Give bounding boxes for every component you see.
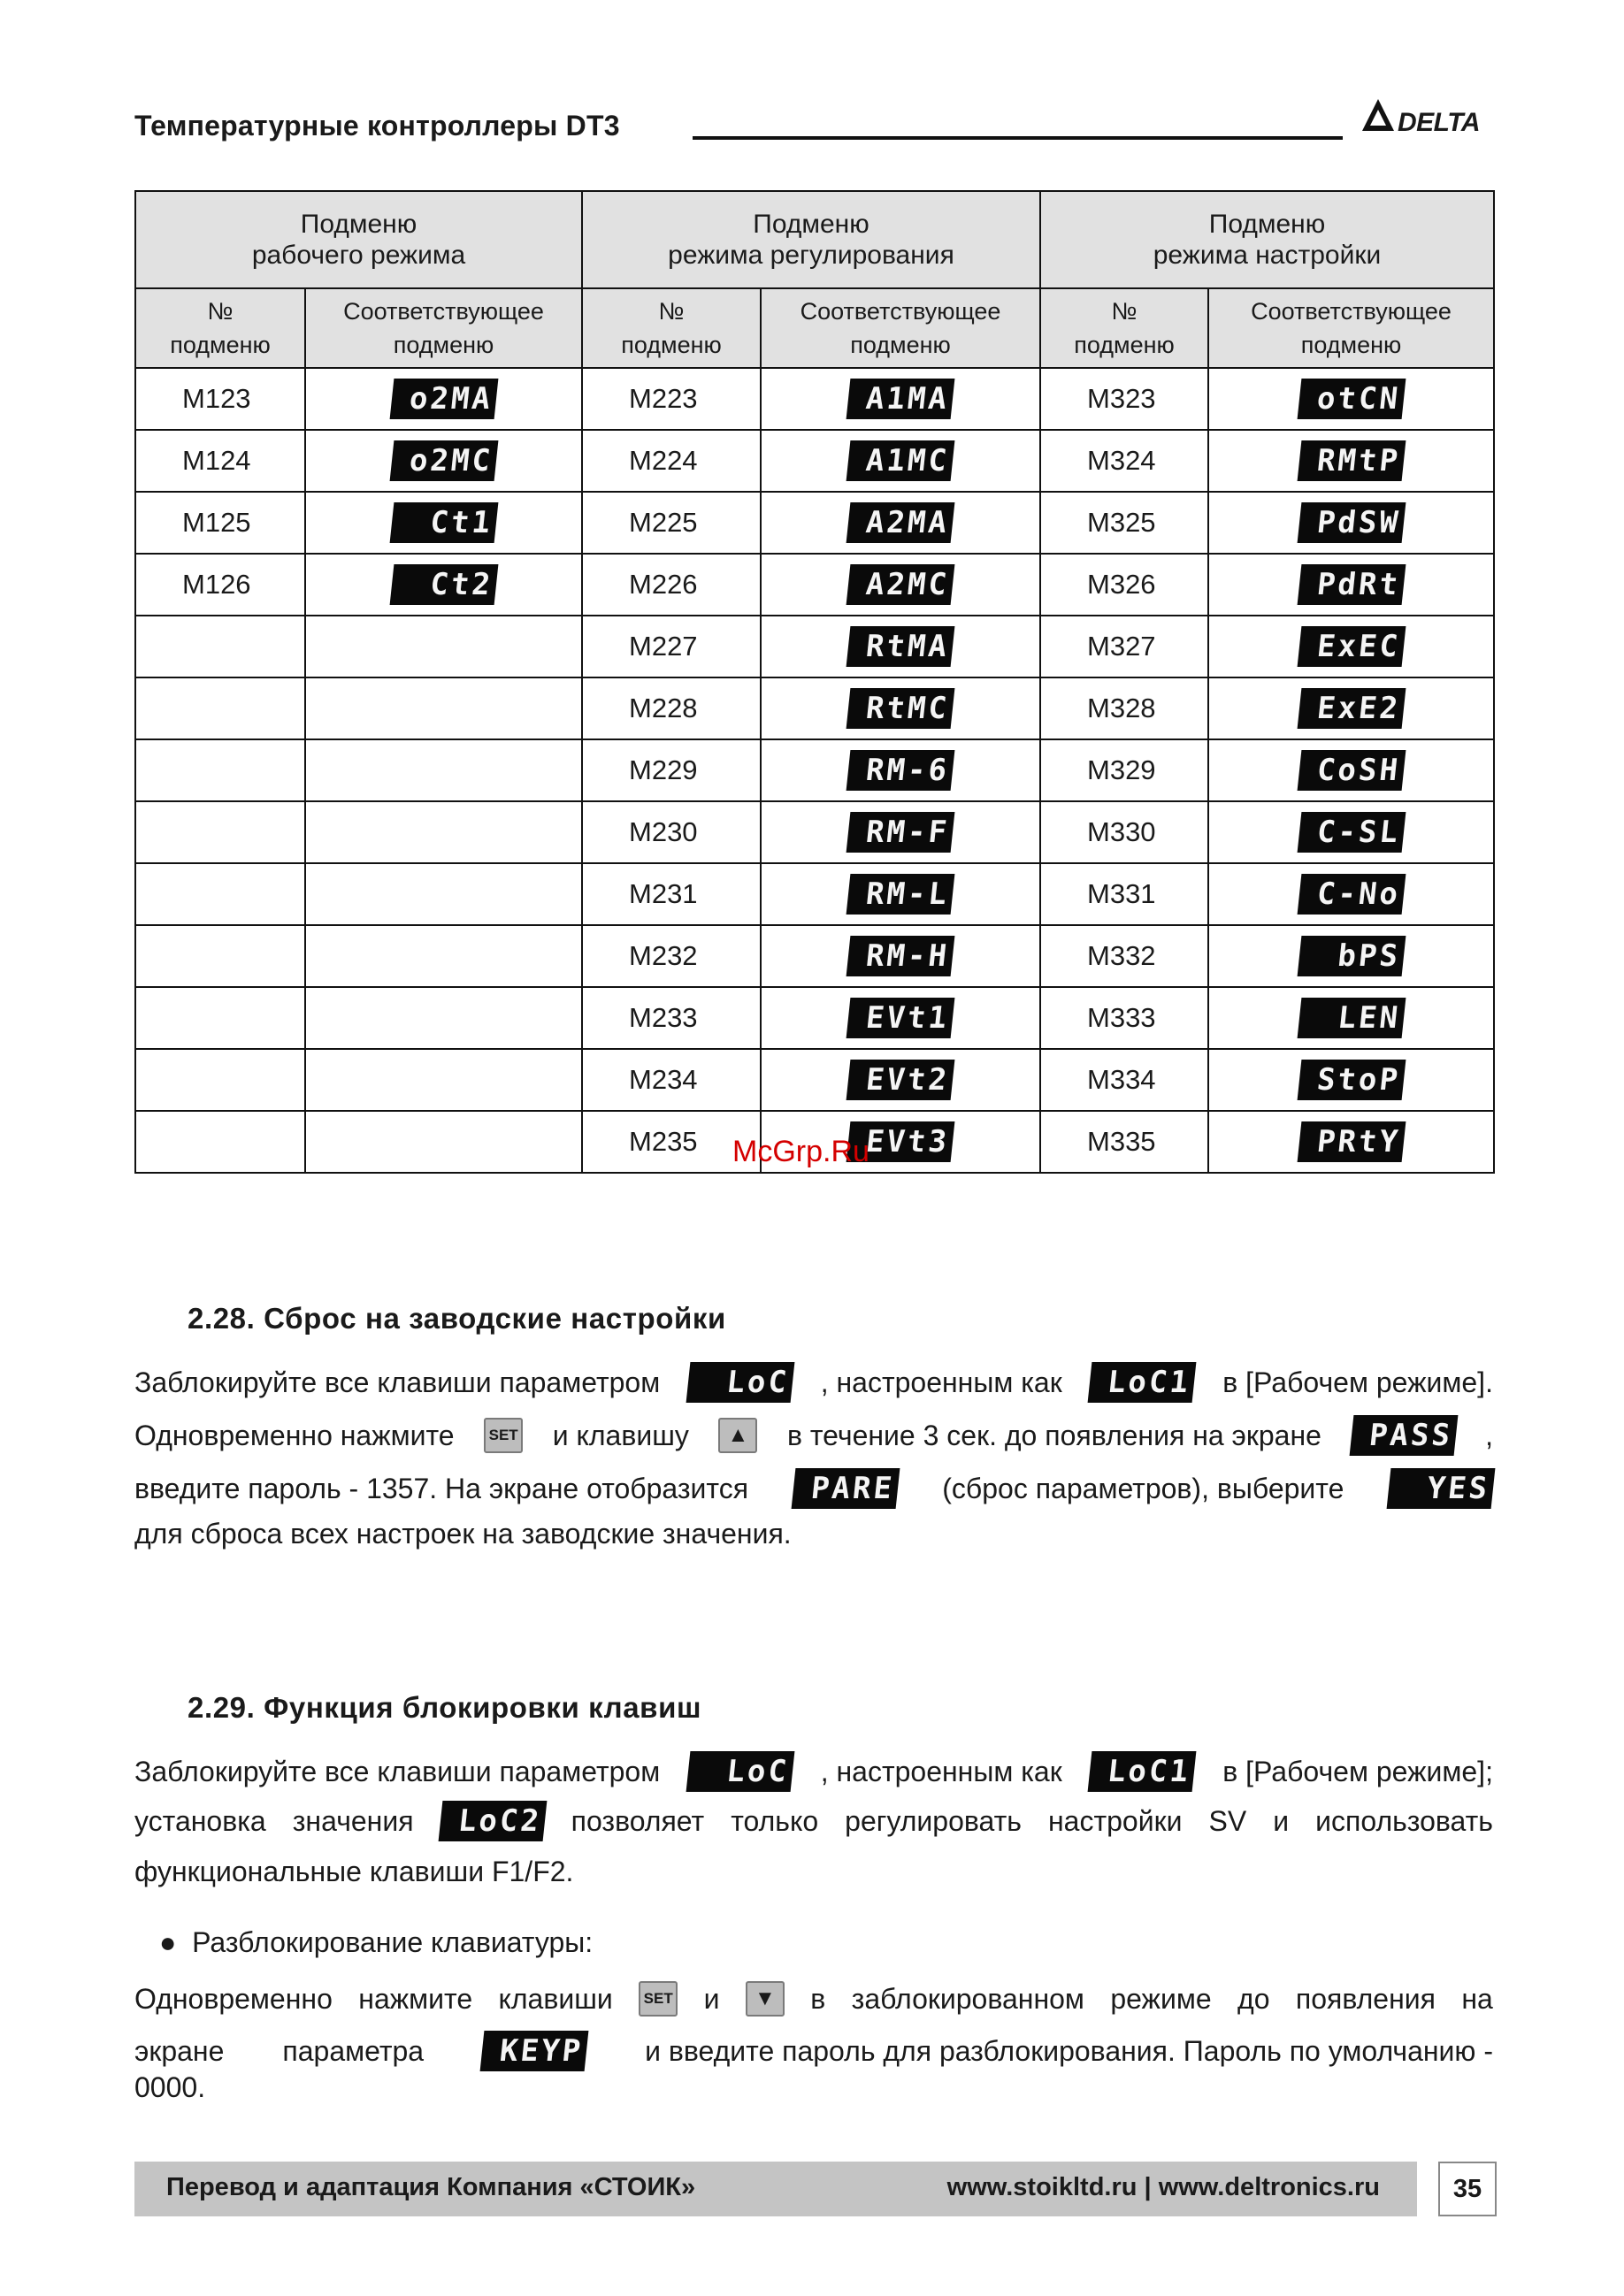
text: нажмите	[358, 1982, 473, 2015]
text: Одновременно	[134, 1982, 333, 2015]
submenu-display-cell	[305, 1049, 582, 1111]
header-rule	[693, 136, 1343, 140]
submenu-display-cell	[305, 987, 582, 1049]
submenu-display-cell	[305, 677, 582, 739]
lcd-loc1: LoC1	[1088, 1751, 1197, 1792]
submenu-number: M228	[582, 677, 761, 739]
table-row	[135, 616, 1494, 677]
submenu-display-cell	[761, 863, 1040, 925]
text: экране	[134, 2034, 225, 2067]
submenu-display-cell	[1208, 1111, 1494, 1173]
submenu-table-body	[135, 368, 1494, 1173]
text: в	[810, 1982, 826, 2015]
section-228-line-4: для сброса всех настроек на заводские значения.	[134, 1518, 792, 1550]
submenu-table	[134, 190, 1495, 1174]
text: и клавишу	[552, 1419, 689, 1451]
lcd-yes: YES	[1387, 1468, 1496, 1509]
submenu-display-cell	[1208, 368, 1494, 430]
text: SV	[1208, 1804, 1247, 1837]
submenu-display-cell	[1208, 925, 1494, 987]
lcd-display: o2MA	[389, 379, 498, 419]
group-header-line: рабочего режима	[251, 241, 466, 270]
submenu-display-cell	[305, 925, 582, 987]
submenu-number	[135, 1111, 305, 1173]
lcd-display: RMtP	[1297, 440, 1406, 481]
group-header-setup	[1040, 191, 1494, 288]
submenu-number: M126	[135, 554, 305, 616]
submenu-number: M333	[1040, 987, 1208, 1049]
submenu-number	[135, 677, 305, 739]
delta-logo	[1360, 96, 1502, 145]
lcd-display: A1MA	[846, 379, 955, 419]
table-row	[135, 368, 1494, 430]
text: настройки	[1047, 1804, 1183, 1837]
submenu-display-cell	[761, 677, 1040, 739]
text: Одновременно нажмите	[134, 1419, 455, 1451]
submenu-display-cell	[761, 1049, 1040, 1111]
lcd-loc: LoC	[686, 1751, 795, 1792]
lcd-display: PdSW	[1297, 502, 1406, 543]
submenu-number	[135, 863, 305, 925]
submenu-number: M230	[582, 801, 761, 863]
lcd-pare: PARE	[791, 1468, 900, 1509]
delta-triangle-icon	[1360, 97, 1396, 133]
text: установка	[134, 1804, 266, 1837]
lcd-keyp: KEYP	[480, 2031, 589, 2071]
group-header-line: Подменю	[1208, 210, 1326, 239]
group-header-line: Подменю	[753, 210, 869, 239]
submenu-display-cell	[305, 554, 582, 616]
table-row	[135, 554, 1494, 616]
col-header-line: подменю	[621, 332, 722, 358]
submenu-display-cell	[305, 616, 582, 677]
document-header-title: Температурные контроллеры DT3	[134, 110, 620, 142]
lcd-display: bPS	[1297, 936, 1406, 976]
table-row	[135, 1049, 1494, 1111]
table-row	[135, 925, 1494, 987]
lcd-display: o2MC	[389, 440, 498, 481]
text: клавиши	[498, 1982, 613, 2015]
submenu-display-cell	[305, 368, 582, 430]
col-header-line: подменю	[393, 332, 494, 358]
submenu-display-cell	[761, 739, 1040, 801]
bullet-item	[159, 1926, 593, 1959]
lcd-display: RM-H	[846, 936, 955, 976]
col-header-line: №	[1111, 298, 1138, 325]
text: до	[1237, 1982, 1270, 2015]
submenu-number: M331	[1040, 863, 1208, 925]
col-header-line: подменю	[1074, 332, 1175, 358]
set-key-icon: SET	[484, 1418, 523, 1453]
set-key-icon: SET	[639, 1981, 678, 2017]
group-header-regulation	[582, 191, 1040, 288]
submenu-display-cell	[761, 554, 1040, 616]
section-229-line-2	[134, 1801, 1493, 1841]
text: в [Рабочем режиме].	[1222, 1366, 1493, 1398]
submenu-number: M226	[582, 554, 761, 616]
text: , настроенным как	[820, 1366, 1062, 1398]
bullet-text: Разблокирование клавиатуры:	[192, 1926, 594, 1958]
table-row	[135, 677, 1494, 739]
submenu-display-cell	[1208, 677, 1494, 739]
submenu-number	[135, 987, 305, 1049]
lcd-display: PdRt	[1297, 564, 1406, 605]
submenu-number: M124	[135, 430, 305, 492]
text: в течение 3 сек. до появления на экране	[786, 1419, 1321, 1451]
section-228-line-2	[134, 1415, 1493, 1456]
submenu-display-cell	[761, 492, 1040, 554]
lcd-display: RM-L	[846, 874, 955, 915]
submenu-display-cell	[761, 925, 1040, 987]
group-header-line: режима регулирования	[668, 241, 954, 270]
lcd-loc: LoC	[686, 1362, 795, 1403]
lcd-display: RM-F	[846, 812, 955, 853]
col-header-line: №	[207, 298, 234, 325]
lcd-display: EVt3	[846, 1121, 955, 1162]
submenu-number: M231	[582, 863, 761, 925]
table-row	[135, 863, 1494, 925]
lcd-display: RtMC	[846, 688, 955, 729]
submenu-number	[135, 739, 305, 801]
section-229-line-6: 0000.	[134, 2071, 206, 2103]
text: Заблокируйте все клавиши параметром	[134, 1755, 661, 1787]
submenu-number: M325	[1040, 492, 1208, 554]
lcd-display: ExEC	[1297, 626, 1406, 667]
text: (сброс параметров), выберите	[942, 1472, 1344, 1504]
lcd-display: RM-6	[846, 750, 955, 791]
submenu-number: M326	[1040, 554, 1208, 616]
submenu-display-cell	[1208, 863, 1494, 925]
text: , настроенным как	[820, 1755, 1062, 1787]
submenu-number: M328	[1040, 677, 1208, 739]
text: и введите пароль для разблокирования. Пароль по умолчанию -	[645, 2034, 1493, 2067]
col-header-line: подменю	[1300, 332, 1402, 358]
submenu-display-cell	[761, 801, 1040, 863]
text: ,	[1485, 1419, 1493, 1451]
lcd-loc2: LoC2	[438, 1801, 547, 1841]
col-header-num	[582, 288, 761, 368]
submenu-number	[135, 616, 305, 677]
section-229-line-3: функциональные клавиши F1/F2.	[134, 1856, 574, 1887]
submenu-number	[135, 801, 305, 863]
table-row	[135, 739, 1494, 801]
submenu-number: M232	[582, 925, 761, 987]
submenu-number: M123	[135, 368, 305, 430]
submenu-number: M332	[1040, 925, 1208, 987]
submenu-number: M334	[1040, 1049, 1208, 1111]
table-row	[135, 987, 1494, 1049]
text: в [Рабочем режиме];	[1222, 1755, 1493, 1787]
submenu-display-cell	[1208, 616, 1494, 677]
submenu-display-cell	[761, 987, 1040, 1049]
submenu-number: M234	[582, 1049, 761, 1111]
lcd-display: LEN	[1297, 998, 1406, 1038]
submenu-display-cell	[761, 616, 1040, 677]
text: введите пароль - 1357. На экране отобразится	[134, 1472, 749, 1504]
watermark: McGrp.Ru	[732, 1135, 869, 1168]
text: параметра	[282, 2034, 425, 2067]
col-header-line: Соответствующее	[800, 298, 1001, 325]
submenu-display-cell	[761, 368, 1040, 430]
submenu-number	[135, 925, 305, 987]
col-header-display	[305, 288, 582, 368]
text: режиме	[1110, 1982, 1212, 2015]
bullet-dot-icon: ●	[159, 1926, 177, 1958]
submenu-display-cell	[305, 430, 582, 492]
col-header-line: №	[658, 298, 685, 325]
col-header-num	[1040, 288, 1208, 368]
text: использовать	[1315, 1804, 1493, 1837]
up-arrow-key-icon: ▲	[718, 1418, 757, 1453]
text: появления	[1295, 1982, 1436, 2015]
text: на	[1461, 1982, 1493, 2015]
group-header-line: режима настройки	[1153, 241, 1382, 270]
text: позволяет	[571, 1804, 705, 1837]
lcd-display: EVt2	[846, 1060, 955, 1100]
footer-credit: Перевод и адаптация Компания «СТОИК»	[166, 2173, 696, 2201]
submenu-display-cell	[305, 801, 582, 863]
submenu-number: M324	[1040, 430, 1208, 492]
lcd-display: C-SL	[1297, 812, 1406, 853]
lcd-display: RtMA	[846, 626, 955, 667]
lcd-display: A2MA	[846, 502, 955, 543]
text: и	[703, 1982, 720, 2015]
lcd-loc1: LoC1	[1088, 1362, 1197, 1403]
lcd-display: EVt1	[846, 998, 955, 1038]
section-229-title: 2.29. Функция блокировки клавиш	[188, 1691, 702, 1724]
submenu-number: M224	[582, 430, 761, 492]
lcd-display: Ct1	[389, 502, 498, 543]
submenu-display-cell	[305, 1111, 582, 1173]
down-arrow-key-icon: ▼	[746, 1981, 785, 2017]
table-row	[135, 430, 1494, 492]
section-229-line-1	[134, 1751, 1493, 1792]
footer-links[interactable]: www.stoikltd.ru | www.deltronics.ru	[946, 2173, 1380, 2201]
lcd-display: Ct2	[389, 564, 498, 605]
submenu-display-cell	[1208, 554, 1494, 616]
text: регулировать	[845, 1804, 1022, 1837]
col-header-display	[761, 288, 1040, 368]
text: заблокированном	[851, 1982, 1084, 2015]
text: только	[731, 1804, 819, 1837]
section-229-line-4	[134, 1981, 1493, 2017]
lcd-display: PRtY	[1297, 1121, 1406, 1162]
col-header-line: Соответствующее	[1251, 298, 1452, 325]
submenu-number: M227	[582, 616, 761, 677]
submenu-number: M223	[582, 368, 761, 430]
text: и	[1273, 1804, 1290, 1837]
lcd-display: C-No	[1297, 874, 1406, 915]
col-header-line: подменю	[850, 332, 951, 358]
submenu-number: M329	[1040, 739, 1208, 801]
section-228-title: 2.28. Сброс на заводские настройки	[188, 1302, 726, 1335]
submenu-number: M330	[1040, 801, 1208, 863]
page-number: 35	[1438, 2162, 1497, 2216]
submenu-display-cell	[1208, 801, 1494, 863]
section-228-line-1	[134, 1362, 1493, 1403]
submenu-display-cell	[1208, 1049, 1494, 1111]
section-228-line-3	[134, 1468, 1493, 1509]
lcd-display: CoSH	[1297, 750, 1406, 791]
submenu-number: M225	[582, 492, 761, 554]
submenu-display-cell	[305, 863, 582, 925]
submenu-display-cell	[1208, 739, 1494, 801]
lcd-pass: PASS	[1349, 1415, 1458, 1456]
lcd-display: ExE2	[1297, 688, 1406, 729]
col-header-line: Соответствующее	[343, 298, 544, 325]
lcd-display: StoP	[1297, 1060, 1406, 1100]
lcd-display: A1MC	[846, 440, 955, 481]
table-row	[135, 492, 1494, 554]
group-header-line: Подменю	[300, 210, 417, 239]
submenu-display-cell	[1208, 430, 1494, 492]
logo-text: DELTA	[1398, 108, 1481, 137]
submenu-number: M335	[1040, 1111, 1208, 1173]
col-header-num	[135, 288, 305, 368]
footer-bar	[134, 2162, 1417, 2216]
submenu-number: M323	[1040, 368, 1208, 430]
submenu-number: M235	[582, 1111, 761, 1173]
group-header-operation	[135, 191, 582, 288]
text: значения	[292, 1804, 414, 1837]
submenu-display-cell	[305, 739, 582, 801]
submenu-display-cell	[1208, 987, 1494, 1049]
submenu-number: M125	[135, 492, 305, 554]
table-row	[135, 801, 1494, 863]
submenu-display-cell	[1208, 492, 1494, 554]
submenu-display-cell	[761, 430, 1040, 492]
submenu-number: M233	[582, 987, 761, 1049]
lcd-display: otCN	[1297, 379, 1406, 419]
text: Заблокируйте все клавиши параметром	[134, 1366, 661, 1398]
col-header-line: подменю	[170, 332, 271, 358]
submenu-number: M229	[582, 739, 761, 801]
col-header-display	[1208, 288, 1494, 368]
submenu-number	[135, 1049, 305, 1111]
lcd-display: A2MC	[846, 564, 955, 605]
section-229-line-5	[134, 2031, 1493, 2071]
submenu-display-cell	[305, 492, 582, 554]
submenu-number: M327	[1040, 616, 1208, 677]
